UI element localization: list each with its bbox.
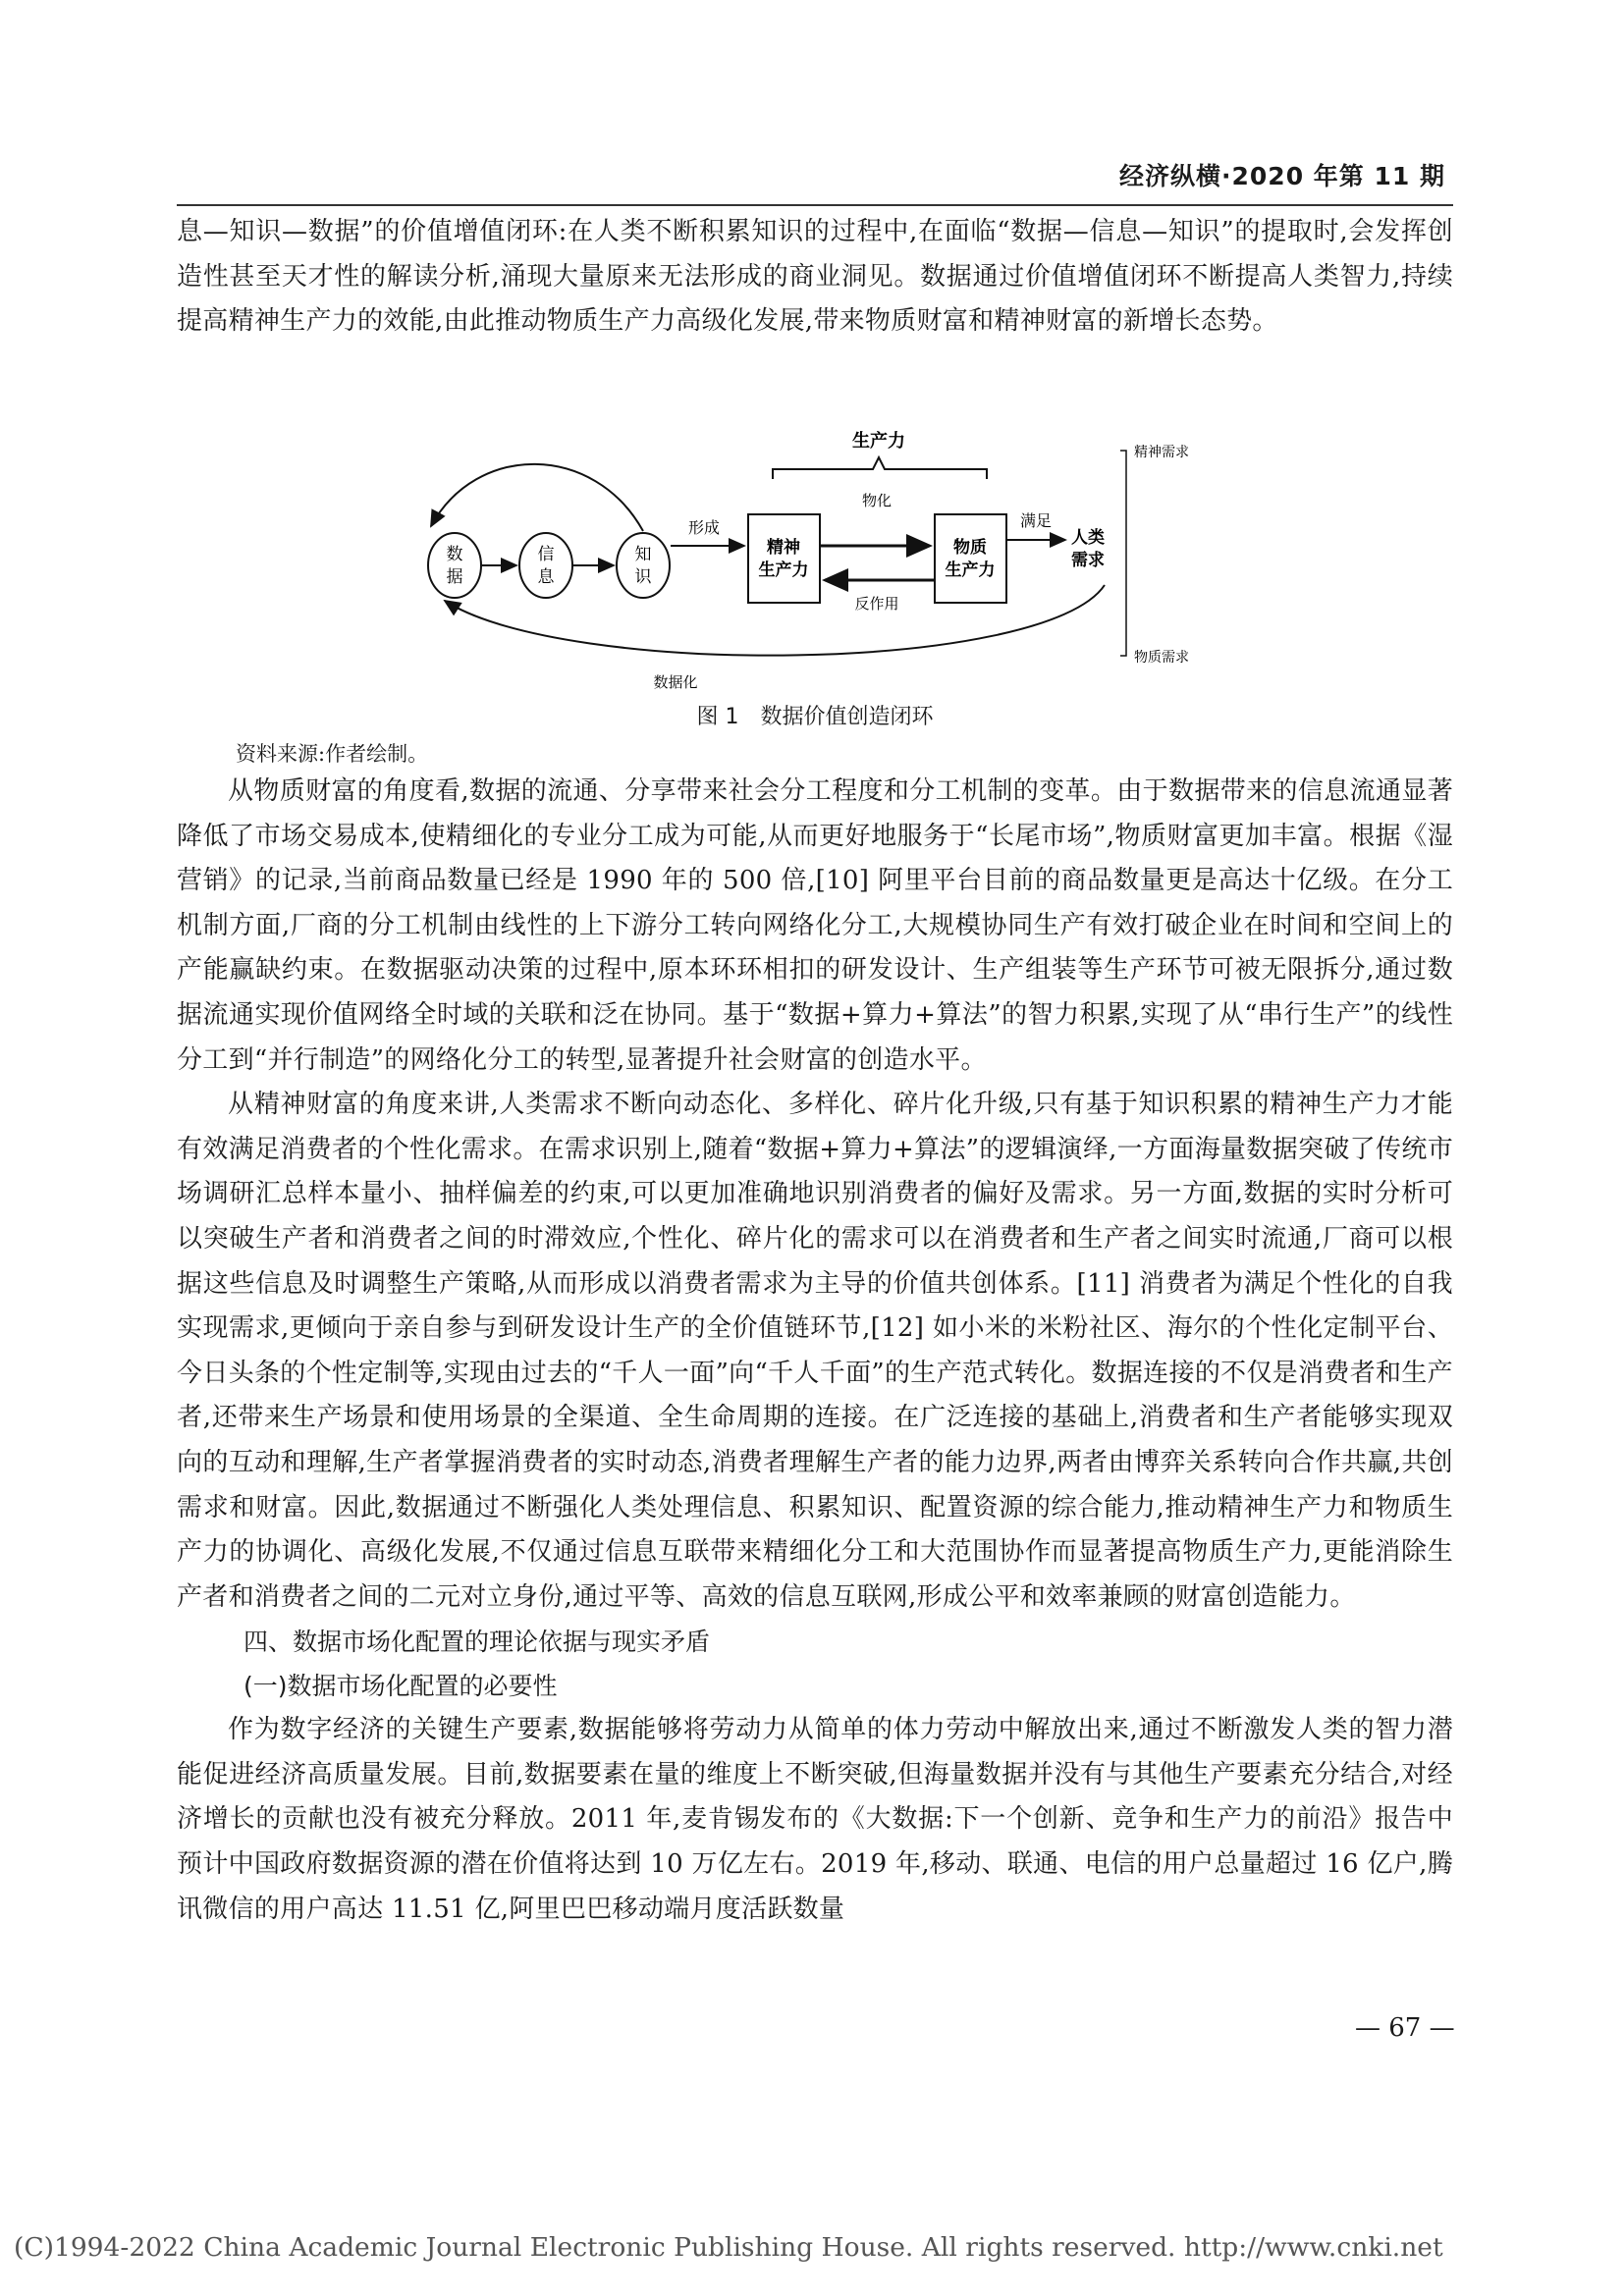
node-info-label-2: 息 xyxy=(537,567,555,587)
needs-bracket xyxy=(1120,451,1126,656)
node-info-label-1: 信 xyxy=(537,545,555,564)
section-heading: 四、数据市场化配置的理论依据与现实矛盾 xyxy=(244,1628,711,1657)
paragraph-material-wealth: 从物质财富的角度看,数据的流通、分享带来社会分工程度和分工机制的变革。由于数据带来的信息流通显著降低了市场交易成本,使精细化的专业分工成为可能,从而更好地服务于“长尾市场”,物质财富更加丰富。根据《湿营销》的记录,当前商品数量已经是 1990 年的 500 倍,[10] 阿里平台目前的商品数量更是高达十亿级。在分工机制方面,厂商的分工机制由线性的上下游分工转向网络化分工,大规模协同生产有效打破企业在时间和空间上的产能赢缺约束。在数据驱动决策的过程中,原本环环相扣的研发设计、生产组装等生产环节可被无限拆分,通过数据流通实现价值网络全时域的关联和泛在协同。基于“数据+算力+算法”的智力积累,实现了从“串行生产”的线性分工到“并行制造”的网络化分工的转型,显著提升社会财富的创造水平。 xyxy=(177,776,1453,1075)
figure-source-note: 资料来源:作者绘制。 xyxy=(236,742,429,766)
node-knowledge xyxy=(617,533,670,598)
subsection-heading: (一)数据市场化配置的必要性 xyxy=(244,1672,558,1701)
label-productivity: 生产力 xyxy=(852,431,905,452)
journal-header: 经济纵横·2020 年第 11 期 xyxy=(1119,162,1445,190)
node-knowledge-label-2: 识 xyxy=(634,567,652,587)
spiritual-box-label-2: 生产力 xyxy=(758,561,809,580)
label-datafication: 数据化 xyxy=(653,673,698,691)
figure-value-loop xyxy=(417,428,1222,693)
node-knowledge-label-1: 知 xyxy=(634,545,652,564)
page-number: — 67 — xyxy=(1355,2013,1455,2043)
label-form: 形成 xyxy=(687,518,721,537)
label-satisfy: 满足 xyxy=(1019,511,1053,530)
human-needs-label-2: 需求 xyxy=(1071,551,1105,570)
label-material-needs: 物质需求 xyxy=(1134,650,1189,666)
copyright-footer: (C)1994-2022 China Academic Journal Electronic Publishing House. All rights reserved. http://www.cnki.net xyxy=(14,2232,1443,2263)
spiritual-box-label-1: 精神 xyxy=(767,538,800,558)
label-materialize: 物化 xyxy=(861,492,893,509)
header-rule xyxy=(177,204,1453,206)
paragraph-spiritual-wealth: 从精神财富的角度来讲,人类需求不断向动态化、多样化、碎片化升级,只有基于知识积累的精神生产力才能有效满足消费者的个性化需求。在需求识别上,随着“数据+算力+算法”的逻辑演绎,一方面海量数据突破了传统市场调研汇总样本量小、抽样偏差的约束,可以更加准确地识别消费者的偏好及需求。另一方面,数据的实时分析可以突破生产者和消费者之间的时滞效应,个性化、碎片化的需求可以在消费者和生产者之间实时流通,厂商可以根据这些信息及时调整生产策略,从而形成以消费者需求为主导的价值共创体系。[11] 消费者为满足个性化的自我实现需求,更倾向于亲自参与到研发设计生产的全价值链环节,[12] 如小米的米粉社区、海尔的个性化定制平台、今日头条的个性定制等,实现由过去的“千人一面”向“千人千面”的生产范式转化。数据连接的不仅是消费者和生产者,还带来生产场景和使用场景的全渠道、全生命周期的连接。在广泛连接的基础上,消费者和生产者能够实现双向的互动和理解,生产者掌握消费者的实时动态,消费者理解生产者的能力边界,两者由博弈关系转向合作共赢,共创需求和财富。因此,数据通过不断强化人类处理信息、积累知识、配置资源的综合能力,推动精神生产力和物质生产力的协调化、高级化发展,不仅通过信息互联带来精细化分工和大范围协作而显著提高物质生产力,更能消除生产者和消费者之间的二元对立身份,通过平等、高效的信息互联网,形成公平和效率兼顾的财富创造能力。 xyxy=(177,1090,1453,1612)
node-info xyxy=(519,533,572,598)
label-feedback: 反作用 xyxy=(854,595,899,613)
material-box-label-1: 物质 xyxy=(953,538,987,558)
material-box-label-2: 生产力 xyxy=(945,561,996,580)
human-needs-label-1: 人类 xyxy=(1071,528,1105,548)
node-data xyxy=(428,533,481,598)
top-text-block xyxy=(177,210,1453,345)
box-material-productivity xyxy=(935,514,1006,603)
box-spiritual-productivity xyxy=(748,514,820,603)
productivity-brace xyxy=(773,457,987,479)
paragraph-necessity: 作为数字经济的关键生产要素,数据能够将劳动力从简单的体力劳动中解放出来,通过不断激发人类的智力潜能促进经济高质量发展。目前,数据要素在量的维度上不断突破,但海量数据并没有与其他生产要素充分结合,对经济增长的贡献也没有被充分释放。2011 年,麦肯锡发布的《大数据:下一个创新、竞争和生产力的前沿》报告中预计中国政府数据资源的潜在价值将达到 10 万亿左右。2019 年,移动、联通、电信的用户总量超过 16 亿户,腾讯微信的用户高达 11.51 亿,阿里巴巴移动端月度活跃数量 xyxy=(177,1715,1453,1924)
top-paragraph: 息—知识—数据”的价值增值闭环:在人类不断积累知识的过程中,在面临“数据—信息—知识”的提取时,会发挥创造性甚至天才性的解读分析,涌现大量原来无法形成的商业洞见。数据通过价值增值闭环不断提高人类智力,持续提高精神生产力的效能,由此推动物质生产力高级化发展,带来物质财富和精神财富的新增长态势。 xyxy=(177,217,1453,337)
node-data-label-2: 据 xyxy=(446,567,463,587)
label-spiritual-needs: 精神需求 xyxy=(1134,445,1189,460)
figure-caption: 图 1 数据价值创造闭环 xyxy=(696,705,934,729)
loop-diagram xyxy=(417,428,1222,693)
main-text-block xyxy=(177,738,1453,1932)
top-arc-arrow xyxy=(431,464,643,531)
node-data-label-1: 数 xyxy=(446,545,463,564)
